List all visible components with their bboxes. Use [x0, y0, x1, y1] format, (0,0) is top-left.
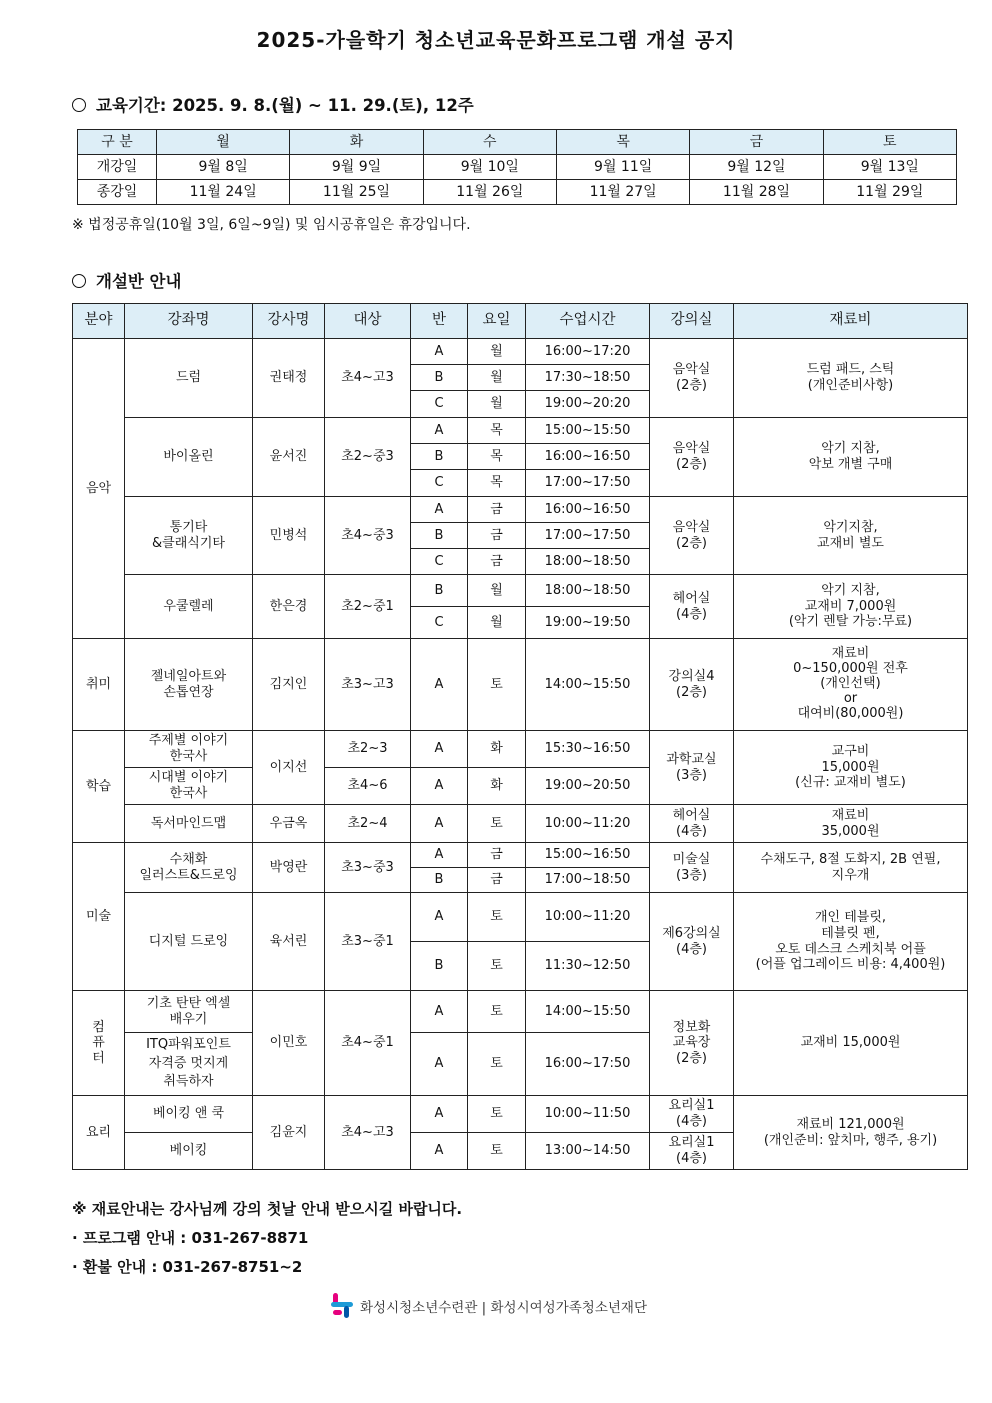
period-cell: 11월 28일 — [690, 180, 823, 205]
class-cell: B — [411, 575, 468, 607]
fee-cell: 악기 지참, 교재비 7,000원 (악기 렌탈 가능:무료) — [734, 575, 968, 639]
table-row — [73, 339, 968, 365]
target-cell: 초4~고3 — [325, 1096, 411, 1170]
holiday-note: ※ 법정공휴일(10월 3일, 6일~9일) 및 임시공휴일은 휴강입니다. — [72, 217, 471, 233]
class-cell: A — [411, 1096, 468, 1133]
class-cell: A — [411, 768, 468, 805]
room-cell: 요리실1 (4층) — [650, 1096, 734, 1133]
time-cell: 19:00~20:50 — [526, 768, 650, 805]
time-cell: 17:00~17:50 — [526, 470, 650, 497]
class-cell: A — [411, 893, 468, 942]
room-cell: 음악실 (2층) — [650, 418, 734, 497]
period-start-row — [78, 155, 957, 180]
room-cell: 강의실4 (2층) — [650, 639, 734, 731]
period-cell: 9월 13일 — [823, 155, 956, 180]
teacher-name: 한은경 — [253, 575, 325, 639]
time-cell: 14:00~15:50 — [526, 639, 650, 731]
target-cell: 초2~4 — [325, 805, 411, 843]
class-cell: C — [411, 470, 468, 497]
period-heading — [72, 92, 474, 116]
header-cell: 분야 — [73, 304, 125, 339]
day-cell: 목 — [468, 470, 526, 497]
teacher-name: 육서린 — [253, 893, 325, 991]
field-cell: 미술 — [73, 843, 125, 991]
class-cell: B — [411, 868, 468, 893]
day-cell: 토 — [468, 1133, 526, 1170]
period-cell: 개강일 — [78, 155, 157, 180]
day-cell: 목 — [468, 418, 526, 444]
target-cell: 초4~고3 — [325, 339, 411, 418]
class-cell: B — [411, 942, 468, 991]
period-cell: 11월 25일 — [290, 180, 423, 205]
class-cell: A — [411, 731, 468, 768]
class-cell: A — [411, 339, 468, 365]
class-cell: C — [411, 549, 468, 575]
fee-cell: 개인 테블릿, 테블릿 펜, 오토 데스크 스케치북 어플 (어플 업그레이드 비용: 4,400원) — [734, 893, 968, 991]
material-note: ※ 재료안내는 강사님께 강의 첫날 안내 받으시길 바랍니다. — [72, 1200, 463, 1218]
class-cell: A — [411, 497, 468, 523]
teacher-name: 권태정 — [253, 339, 325, 418]
time-cell: 18:00~18:50 — [526, 549, 650, 575]
table-row — [73, 575, 968, 607]
course-name: 시대별 이야기 한국사 — [125, 768, 253, 805]
period-header-cell: 월 — [157, 130, 290, 155]
class-cell: C — [411, 391, 468, 418]
field-cell: 요리 — [73, 1096, 125, 1170]
period-cell: 11월 24일 — [157, 180, 290, 205]
fee-cell: 악기 지참, 악보 개별 구매 — [734, 418, 968, 497]
course-name: 독서마인드맵 — [125, 805, 253, 843]
fee-cell: 재료비 35,000원 — [734, 805, 968, 843]
table-row — [73, 639, 968, 731]
period-cell: 9월 12일 — [690, 155, 823, 180]
room-cell: 제6강의실 (4층) — [650, 893, 734, 991]
teacher-name: 윤서진 — [253, 418, 325, 497]
day-cell: 월 — [468, 339, 526, 365]
fee-cell: 재료비 0~150,000원 전후 (개인선택) or 대여비(80,000원) — [734, 639, 968, 731]
room-cell: 미술실 (3층) — [650, 843, 734, 893]
target-cell: 초3~고3 — [325, 639, 411, 731]
period-header-cell: 토 — [823, 130, 956, 155]
room-cell: 헤어실 (4층) — [650, 805, 734, 843]
fee-cell: 재료비 121,000원 (개인준비: 앞치마, 행주, 용기) — [734, 1096, 968, 1170]
fee-cell: 드럼 패드, 스틱 (개인준비사항) — [734, 339, 968, 418]
class-cell: A — [411, 639, 468, 731]
course-name: 수채화 일러스트&드로잉 — [125, 843, 253, 893]
page-title: 2025-가을학기 청소년교육문화프로그램 개설 공지 — [256, 28, 736, 52]
time-cell: 18:00~18:50 — [526, 575, 650, 607]
table-row — [73, 843, 968, 868]
time-cell: 11:30~12:50 — [526, 942, 650, 991]
teacher-name: 이민호 — [253, 991, 325, 1096]
course-name: 통기타 &클래식기타 — [125, 497, 253, 575]
day-cell: 화 — [468, 731, 526, 768]
class-cell: B — [411, 444, 468, 470]
day-cell: 토 — [468, 639, 526, 731]
day-cell: 토 — [468, 1033, 526, 1096]
time-cell: 19:00~19:50 — [526, 607, 650, 639]
target-cell: 초4~6 — [325, 768, 411, 805]
time-cell: 10:00~11:20 — [526, 805, 650, 843]
period-heading-text: 교육기간: 2025. 9. 8.(월) ~ 11. 29.(토), 12주 — [96, 96, 474, 115]
course-name: 젤네일아트와 손톱연장 — [125, 639, 253, 731]
table-row — [73, 731, 968, 768]
room-cell: 요리실1 (4층) — [650, 1133, 734, 1170]
class-cell: A — [411, 1033, 468, 1096]
organization-logo — [330, 1292, 647, 1320]
time-cell: 15:30~16:50 — [526, 731, 650, 768]
logo-text: 화성시청소년수련관 | 화성시여성가족청소년재단 — [360, 1300, 647, 1316]
class-cell: A — [411, 991, 468, 1033]
class-cell: A — [411, 805, 468, 843]
period-cell: 9월 10일 — [423, 155, 556, 180]
period-cell: 9월 9일 — [290, 155, 423, 180]
period-header-cell: 금 — [690, 130, 823, 155]
day-cell: 토 — [468, 942, 526, 991]
table-row — [73, 1096, 968, 1133]
field-cell: 음악 — [73, 339, 125, 639]
room-cell: 과학교실 (3층) — [650, 731, 734, 805]
period-header-cell: 구 분 — [78, 130, 157, 155]
time-cell: 16:00~16:50 — [526, 444, 650, 470]
header-cell: 재료비 — [734, 304, 968, 339]
classes-table — [72, 303, 968, 1170]
target-cell: 초2~3 — [325, 731, 411, 768]
time-cell: 15:00~16:50 — [526, 843, 650, 868]
classes-heading — [72, 268, 181, 292]
header-cell: 대상 — [325, 304, 411, 339]
class-cell: A — [411, 1133, 468, 1170]
time-cell: 16:00~17:50 — [526, 1033, 650, 1096]
teacher-name: 김지인 — [253, 639, 325, 731]
target-cell: 초2~중3 — [325, 418, 411, 497]
room-cell: 정보화 교육장 (2층) — [650, 991, 734, 1096]
teacher-name: 이지선 — [253, 731, 325, 805]
day-cell: 월 — [468, 365, 526, 391]
course-name: 바이올린 — [125, 418, 253, 497]
day-cell: 목 — [468, 444, 526, 470]
logo-mark-icon — [330, 1292, 354, 1320]
day-cell: 금 — [468, 868, 526, 893]
course-name: 주제별 이야기 한국사 — [125, 731, 253, 768]
target-cell: 초4~중1 — [325, 991, 411, 1096]
time-cell: 13:00~14:50 — [526, 1133, 650, 1170]
period-header-row — [78, 130, 957, 155]
room-cell: 음악실 (2층) — [650, 339, 734, 418]
day-cell: 토 — [468, 805, 526, 843]
header-cell: 강의실 — [650, 304, 734, 339]
time-cell: 16:00~17:20 — [526, 339, 650, 365]
time-cell: 16:00~16:50 — [526, 497, 650, 523]
course-name: 베이킹 — [125, 1133, 253, 1170]
day-cell: 토 — [468, 1096, 526, 1133]
day-cell: 금 — [468, 497, 526, 523]
time-cell: 17:00~18:50 — [526, 868, 650, 893]
period-table — [77, 129, 957, 205]
day-cell: 토 — [468, 991, 526, 1033]
teacher-name: 김윤지 — [253, 1096, 325, 1170]
fee-cell: 악기지참, 교재비 별도 — [734, 497, 968, 575]
course-name: 베이킹 앤 쿡 — [125, 1096, 253, 1133]
day-cell: 금 — [468, 843, 526, 868]
fee-cell: 교재비 15,000원 — [734, 991, 968, 1096]
class-cell: A — [411, 843, 468, 868]
period-cell: 11월 26일 — [423, 180, 556, 205]
day-cell: 금 — [468, 523, 526, 549]
day-cell: 금 — [468, 549, 526, 575]
period-header-cell: 화 — [290, 130, 423, 155]
period-cell: 11월 29일 — [823, 180, 956, 205]
course-name: 디지털 드로잉 — [125, 893, 253, 991]
time-cell: 15:00~15:50 — [526, 418, 650, 444]
fee-cell: 수채도구, 8절 도화지, 2B 연필, 지우개 — [734, 843, 968, 893]
period-header-cell: 목 — [556, 130, 689, 155]
classes-header-row — [73, 304, 968, 339]
table-row — [73, 991, 968, 1033]
field-cell: 취미 — [73, 639, 125, 731]
header-cell: 강좌명 — [125, 304, 253, 339]
field-cell: 학습 — [73, 731, 125, 843]
time-cell: 14:00~15:50 — [526, 991, 650, 1033]
day-cell: 월 — [468, 607, 526, 639]
room-cell: 음악실 (2층) — [650, 497, 734, 575]
refund-contact: · 환불 안내 : 031-267-8751~2 — [72, 1258, 303, 1276]
class-cell: B — [411, 523, 468, 549]
period-header-cell: 수 — [423, 130, 556, 155]
program-contact: · 프로그램 안내 : 031-267-8871 — [72, 1229, 309, 1247]
course-name: ITQ파워포인트 자격증 멋지게 취득하자 — [125, 1033, 253, 1096]
teacher-name: 민병석 — [253, 497, 325, 575]
day-cell: 월 — [468, 391, 526, 418]
table-row — [73, 893, 968, 942]
classes-heading-text: 개설반 안내 — [96, 272, 182, 291]
header-cell: 수업시간 — [526, 304, 650, 339]
circle-bullet-icon — [72, 98, 86, 112]
period-cell: 9월 8일 — [157, 155, 290, 180]
target-cell: 초3~중1 — [325, 893, 411, 991]
day-cell: 토 — [468, 893, 526, 942]
course-name: 기초 탄탄 엑셀 배우기 — [125, 991, 253, 1033]
time-cell: 17:00~17:50 — [526, 523, 650, 549]
fee-cell: 교구비 15,000원 (신규: 교재비 별도) — [734, 731, 968, 805]
target-cell: 초2~중1 — [325, 575, 411, 639]
period-cell: 종강일 — [78, 180, 157, 205]
target-cell: 초4~중3 — [325, 497, 411, 575]
day-cell: 화 — [468, 768, 526, 805]
course-name: 우쿨렐레 — [125, 575, 253, 639]
room-cell: 헤어실 (4층) — [650, 575, 734, 639]
table-row — [73, 805, 968, 843]
class-cell: A — [411, 418, 468, 444]
time-cell: 10:00~11:20 — [526, 893, 650, 942]
header-cell: 강사명 — [253, 304, 325, 339]
header-cell: 반 — [411, 304, 468, 339]
header-cell: 요일 — [468, 304, 526, 339]
class-cell: C — [411, 607, 468, 639]
target-cell: 초3~중3 — [325, 843, 411, 893]
circle-bullet-icon — [72, 274, 86, 288]
period-cell: 9월 11일 — [556, 155, 689, 180]
table-row — [73, 497, 968, 523]
course-name: 드럼 — [125, 339, 253, 418]
table-row — [73, 418, 968, 444]
period-end-row — [78, 180, 957, 205]
time-cell: 10:00~11:50 — [526, 1096, 650, 1133]
time-cell: 19:00~20:20 — [526, 391, 650, 418]
teacher-name: 우금옥 — [253, 805, 325, 843]
period-cell: 11월 27일 — [556, 180, 689, 205]
class-cell: B — [411, 365, 468, 391]
field-cell: 컴 퓨 터 — [73, 991, 125, 1096]
time-cell: 17:30~18:50 — [526, 365, 650, 391]
day-cell: 월 — [468, 575, 526, 607]
teacher-name: 박영란 — [253, 843, 325, 893]
